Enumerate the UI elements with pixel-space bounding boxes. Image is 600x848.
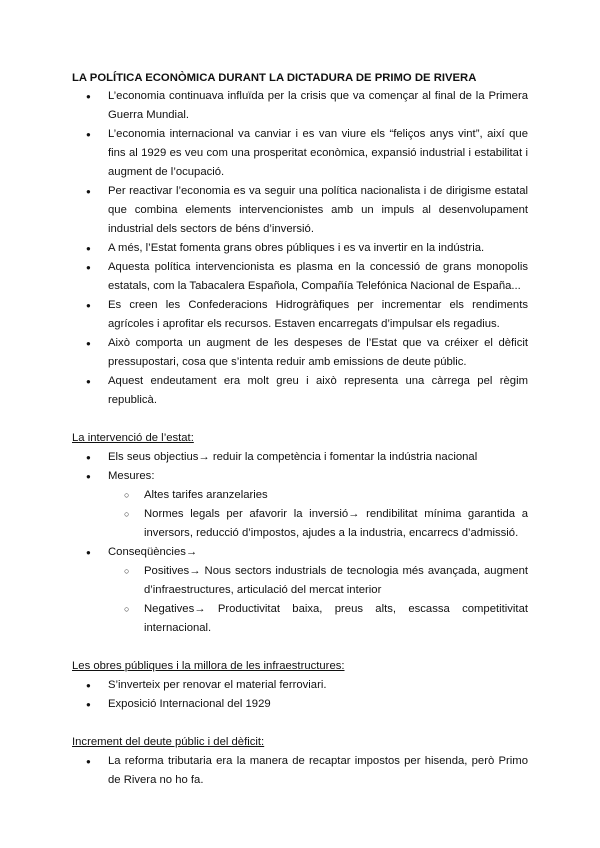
list-item: ● Es creen les Confederacions Hidrogràfiques per incrementar els rendiments agrícoles i aprofitar els recursos. Estaven encarregats d’impulsar els regadius. [72, 296, 528, 334]
section-heading-public-works: Les obres públiques i la millora de les infraestructures: [72, 660, 345, 672]
list-item: ● Els seus objectius→ reduir la competència i fomentar la indústria nacional [72, 448, 528, 467]
public-debt-list [72, 752, 528, 790]
sub-list-item: ○ Altes tarifes aranzelaries [72, 486, 528, 505]
sub-list-item: ○ Negatives→ Productivitat baixa, preus alts, escassa competitivitat internacional. [72, 600, 528, 638]
public-works-list [72, 676, 528, 714]
intro-list [72, 87, 528, 410]
section-heading-public-debt: Increment del deute públic i del dèficit: [72, 736, 265, 748]
document-body [72, 70, 528, 790]
list-item: ● Exposició Internacional del 1929 [72, 695, 528, 714]
sub-list-item: ○ Normes legals per afavorir la inversió→ rendibilitat mínima garantida a inversors, reducció d’impostos, ajudes a la industria, encarrecs d’admissió. [72, 505, 528, 543]
list-item: ● Per reactivar l’economia es va seguir una política nacionalista i de dirigisme estatal que combina elements intervencionistes amb un impuls al desenvolupament industrial dels sectors de béns d’inversió. [72, 182, 528, 239]
list-item: ● La reforma tributaria era la manera de recaptar impostos per hisenda, però Primo de Rivera no ho fa. [72, 752, 528, 790]
list-item: ● S’inverteix per renovar el material ferroviari. [72, 676, 528, 695]
intervention-list [72, 448, 528, 638]
list-item: ● Això comporta un augment de les despeses de l’Estat que va créixer el dèficit pressupostari, cosa que s’intenta reduir amb emissions de deute públic. [72, 334, 528, 372]
list-item: ● Aquest endeutament era molt greu i això representa una càrrega pel règim republicà. [72, 372, 528, 410]
list-item: ● A més, l’Estat fomenta grans obres públiques i es va invertir en la indústria. [72, 239, 528, 258]
list-item: ● L’economia continuava influïda per la crisis que va començar al final de la Primera Guerra Mundial. [72, 87, 528, 125]
list-item: ● L’economia internacional va canviar i es van viure els “feliços anys vint”, així que fins al 1929 es veu com una prosperitat econòmica, expansió industrial i estabilitat i augment de l’ocupació. [72, 125, 528, 182]
list-item: ● Conseqüències→ [72, 543, 528, 562]
list-item: ● Aquesta política intervencionista es plasma en la concessió de grans monopolis estatals, com la Tabacalera Española, Compañía Telefónica Nacional de España... [72, 258, 528, 296]
sub-list-item: ○ Positives→ Nous sectors industrials de tecnologia més avançada, augment d’infraestructures, articulació del mercat interior [72, 562, 528, 600]
document-title: LA POLÍTICA ECONÒMICA DURANT LA DICTADURA DE PRIMO DE RIVERA [72, 72, 477, 84]
section-heading-intervention: La intervenció de l’estat: [72, 432, 194, 444]
list-item: ● Mesures: [72, 467, 528, 486]
